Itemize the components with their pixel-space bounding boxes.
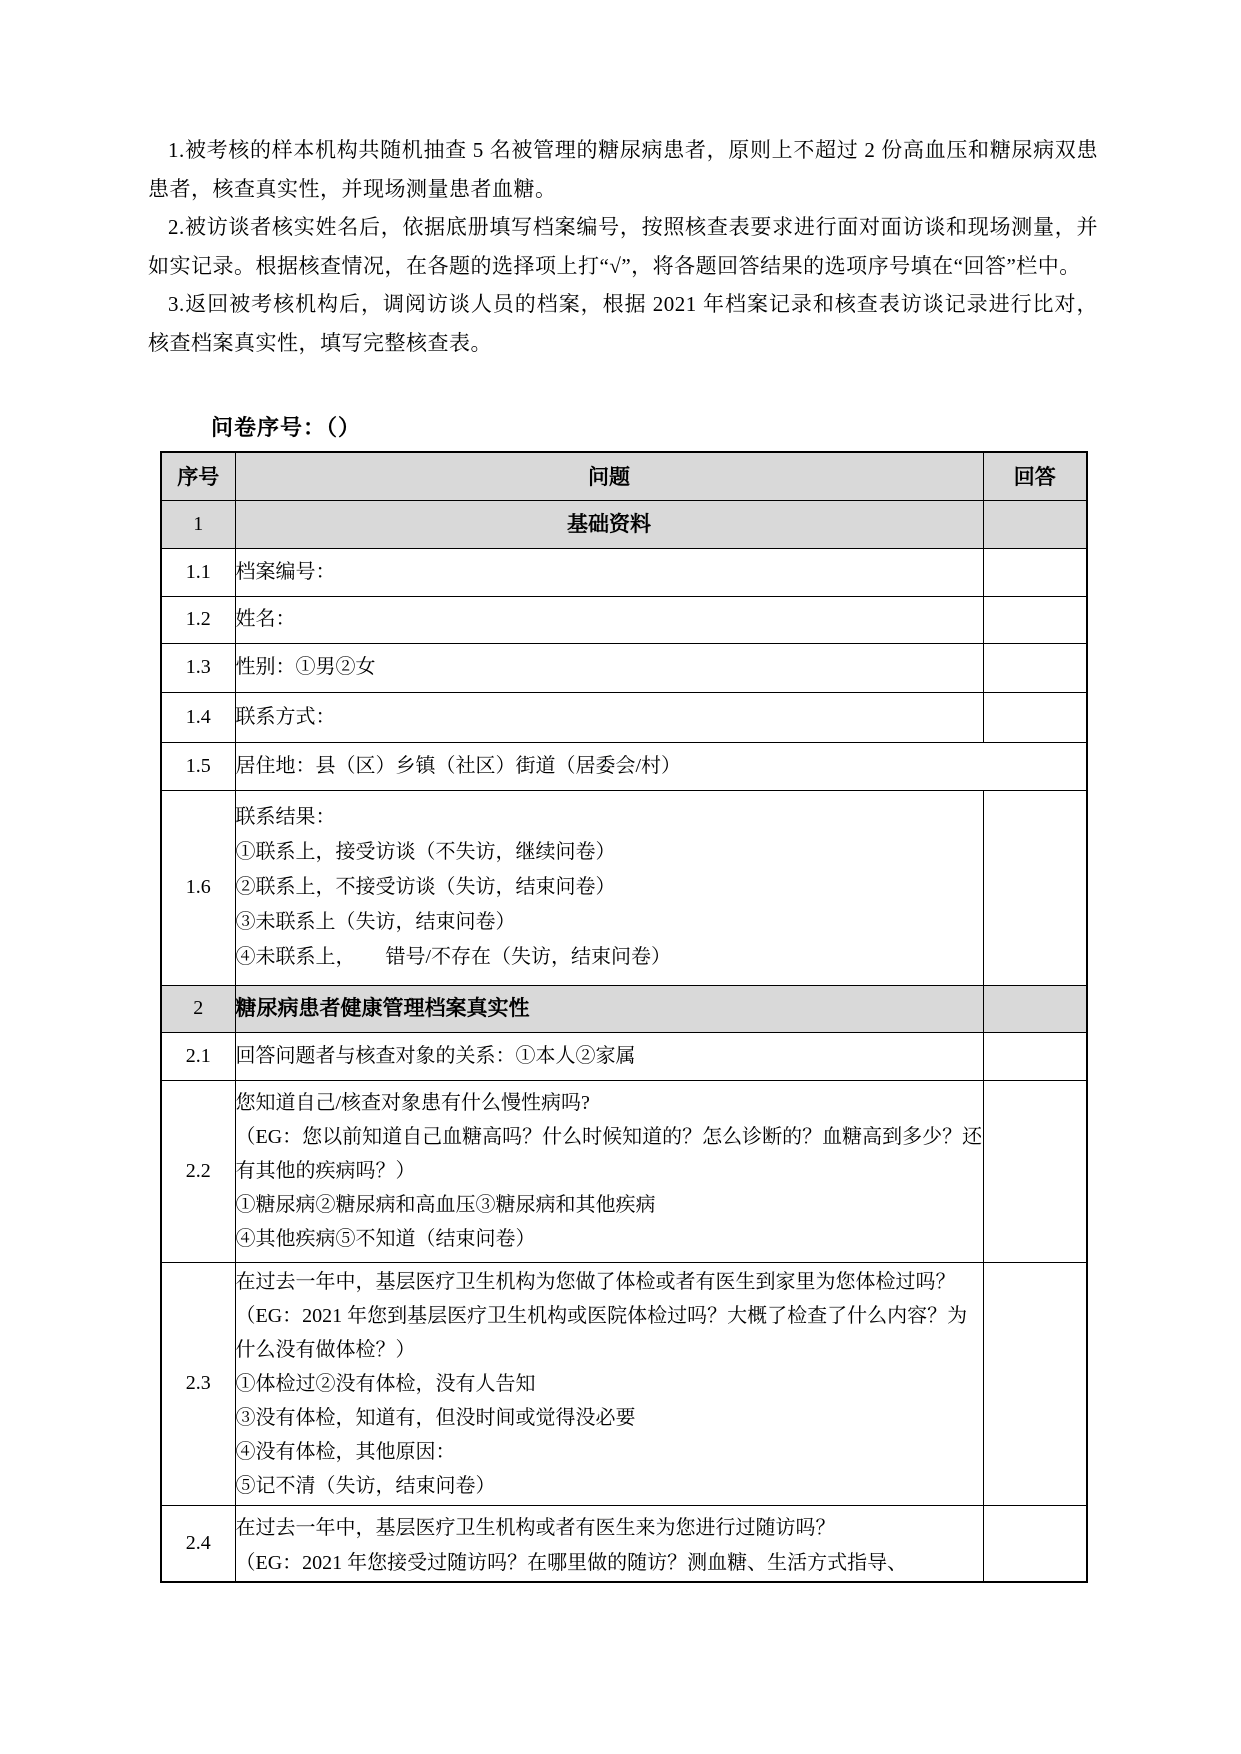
question-row-1-5 <box>161 742 1087 790</box>
answer-cell <box>983 548 1087 596</box>
question-row-2-4 <box>161 1505 1087 1582</box>
question-line: （EG：您以前知道自己血糖高吗？什么时候知道的？怎么诊断的？血糖高到多少？还有其他的疾病吗？） <box>235 1126 983 1182</box>
survey-table <box>160 451 1088 1583</box>
option-line: ⑤记不清（失访，结束问卷） <box>235 1474 496 1497</box>
intro-text-block <box>148 131 1098 362</box>
question-row-2-3 <box>161 1262 1087 1505</box>
question-cell: 联系方式： <box>235 692 983 742</box>
answer-cell <box>983 1262 1087 1505</box>
question-line: 联系结果： <box>235 806 336 828</box>
question-cell <box>235 1505 983 1582</box>
option-line: ①联系上，接受访谈（不失访，继续问卷） <box>235 841 616 863</box>
question-line: 在过去一年中，基层医疗卫生机构为您做了体检或者有医生到家里为您体检过吗？（EG：2021 年您到基层医疗卫生机构或医院体检过吗？大概了检查了什么内容？为什么没有做体检？） <box>235 1270 968 1361</box>
row-no: 2 <box>161 985 235 1032</box>
answer-cell <box>983 692 1087 742</box>
row-no: 2.1 <box>161 1032 235 1080</box>
section-row-2 <box>161 985 1087 1032</box>
question-line: 在过去一年中，基层医疗卫生机构或者有医生来为您进行过随访吗？ <box>235 1516 836 1539</box>
row-no: 1.3 <box>161 643 235 692</box>
question-row-1-4 <box>161 692 1087 742</box>
column-header-answer: 回答 <box>983 452 1087 500</box>
option-line: ④未联系上， 错号/不存在（失访，结束问卷） <box>235 946 672 968</box>
question-row-2-1 <box>161 1032 1087 1080</box>
column-header-question: 问题 <box>235 452 983 500</box>
question-cell: 档案编号： <box>235 548 983 596</box>
option-line: ③未联系上（失访，结束问卷） <box>235 911 516 933</box>
answer-cell <box>983 985 1087 1032</box>
answer-cell <box>983 643 1087 692</box>
question-row-1-6 <box>161 790 1087 985</box>
column-header-no: 序号 <box>161 452 235 500</box>
answer-cell <box>983 790 1087 985</box>
question-cell <box>235 790 983 985</box>
answer-cell <box>983 1080 1087 1262</box>
row-no: 1.6 <box>161 790 235 985</box>
answer-cell <box>983 1505 1087 1582</box>
question-cell <box>235 1080 983 1262</box>
intro-paragraph-1: 1.被考核的样本机构共随机抽查 5 名被管理的糖尿病患者，原则上不超过 2 份高血压和糖尿病双患患者，核查真实性，并现场测量患者血糖。 <box>148 138 1098 201</box>
row-no: 2.3 <box>161 1262 235 1505</box>
question-row-1-3 <box>161 643 1087 692</box>
section-row-1 <box>161 500 1087 548</box>
option-line: ④没有体检，其他原因： <box>235 1440 456 1463</box>
question-cell: 姓名： <box>235 596 983 643</box>
answer-cell <box>983 1032 1087 1080</box>
section-title: 糖尿病患者健康管理档案真实性 <box>235 985 983 1032</box>
row-no: 1.5 <box>161 742 235 790</box>
question-cell <box>235 1262 983 1505</box>
question-cell-merged: 居住地：县（区）乡镇（社区）街道（居委会/村） <box>235 742 1087 790</box>
row-no: 1 <box>161 500 235 548</box>
option-line: ①体检过②没有体检，没有人告知 <box>235 1372 536 1395</box>
question-row-2-2 <box>161 1080 1087 1262</box>
row-no: 2.4 <box>161 1505 235 1582</box>
question-cell: 性别：①男②女 <box>235 643 983 692</box>
question-line: 您知道自己/核查对象患有什么慢性病吗? <box>235 1092 590 1114</box>
questionnaire-number-label: 问卷序号：（） <box>211 415 362 440</box>
table-header-row <box>161 452 1087 500</box>
option-line: ③没有体检，知道有，但没时间或觉得没必要 <box>235 1406 636 1429</box>
answer-cell <box>983 500 1087 548</box>
question-cell: 回答问题者与核查对象的关系：①本人②家属 <box>235 1032 983 1080</box>
row-no: 1.4 <box>161 692 235 742</box>
option-line: ④其他疾病⑤不知道（结束问卷） <box>235 1228 536 1250</box>
option-line: ②联系上，不接受访谈（失访，结束问卷） <box>235 876 616 898</box>
answer-cell <box>983 596 1087 643</box>
question-row-1-2 <box>161 596 1087 643</box>
row-no: 2.2 <box>161 1080 235 1262</box>
question-row-1-1 <box>161 548 1087 596</box>
intro-paragraph-2: 2.被访谈者核实姓名后，依据底册填写档案编号，按照核查表要求进行面对面访谈和现场测量，并如实记录。根据核查情况，在各题的选择项上打“√”，将各题回答结果的选项序号填在“回答”栏中。 <box>148 215 1098 278</box>
intro-paragraph-3: 3.返回被考核机构后，调阅访谈人员的档案，根据 2021 年档案记录和核查表访谈记录进行比对，核查档案真实性，填写完整核查表。 <box>148 292 1098 355</box>
question-line: （EG：2021 年您接受过随访吗？在哪里做的随访？测血糖、生活方式指导、 <box>235 1551 908 1574</box>
option-line: ①糖尿病②糖尿病和高血压③糖尿病和其他疾病 <box>235 1194 656 1216</box>
section-title: 基础资料 <box>235 500 983 548</box>
row-no: 1.1 <box>161 548 235 596</box>
row-no: 1.2 <box>161 596 235 643</box>
